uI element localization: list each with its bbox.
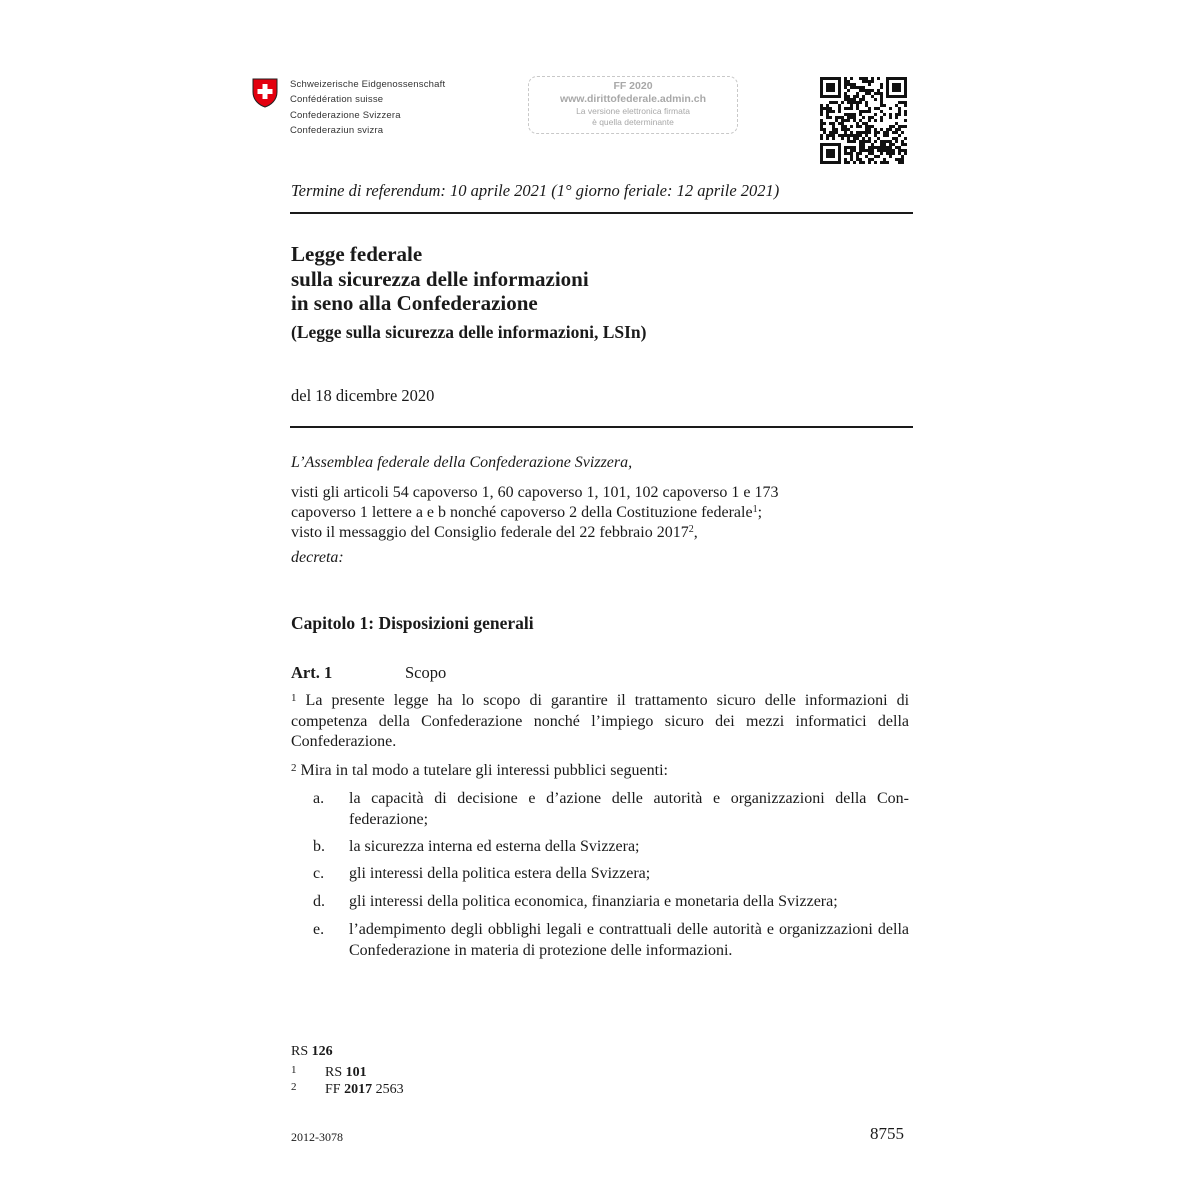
issuing-authority (290, 77, 445, 138)
article-number: Art. 1 (291, 663, 333, 682)
rs-reference (291, 1043, 333, 1060)
title-line-2: sulla sicurezza delle informazioni (291, 266, 589, 291)
publication-stamp (528, 76, 738, 134)
preamble-line-3-end: , (693, 524, 698, 541)
date-divider (290, 426, 913, 428)
chapter-heading: Capitolo 1: Disposizioni generali (291, 613, 534, 633)
document-date: del 18 dicembre 2020 (291, 386, 435, 405)
list-text: l’adempimento degli obblighi legali e contrattuali delle autorità e organizzazioni della Confederazione in materia di protezione delle informazioni. (349, 921, 909, 959)
preamble-line-3 (291, 523, 911, 543)
referendum-deadline: Termine di referendum: 10 aprile 2021 (1° giorno feriale: 12 aprile 2021) (291, 181, 780, 200)
paragraph-text: Mira in tal modo a tutelare gli interessi pubblici seguenti: (300, 762, 668, 779)
org-line-de: Schweizerische Eidgenossenschaft (290, 79, 446, 90)
footnote-prefix: FF (325, 1082, 341, 1097)
list-item (313, 892, 909, 913)
preamble-line-2 (291, 503, 911, 523)
footnote-bold: 101 (345, 1065, 367, 1080)
stamp-note-1: La versione elettronica firmata (576, 106, 690, 116)
org-line-it: Confederazione Svizzera (290, 109, 401, 121)
article-paragraph-1 (291, 691, 909, 753)
list-letter: e. (313, 921, 325, 938)
title-line-1: Legge federale (291, 242, 423, 266)
article-paragraph-2 (291, 761, 909, 782)
top-divider (290, 212, 913, 214)
stamp-note-2: è quella determinante (592, 117, 674, 127)
document-title (291, 242, 589, 316)
footnote-bold: 2017 (344, 1082, 373, 1097)
list-text: la sicurezza interna ed esterna della Svizzera; (349, 838, 640, 855)
preamble-assembly: L’Assemblea federale della Confederazione Svizzera, (291, 454, 633, 471)
paragraph-text: La presente legge ha lo scopo di garantire il trattamento sicuro delle informazioni di competenza della Confederazione nonché l’impiego sicuro dei mezzi informatici della Confederazione. (291, 692, 910, 750)
document-code: 2012-3078 (291, 1130, 343, 1144)
stamp-ff-ref: FF 2020 (613, 80, 653, 92)
list-item (313, 789, 909, 831)
list-letter: d. (313, 893, 325, 910)
list-text: la capacità di decisione e d’azione delle autorità e organizzazioni della Confederazione; (349, 790, 909, 828)
footnote-suffix: 2563 (375, 1082, 404, 1097)
list-item (313, 837, 909, 858)
article-heading: Scopo (405, 663, 447, 682)
title-line-3: in seno alla Confederazione (291, 291, 538, 315)
footnote-prefix: RS (325, 1065, 343, 1080)
footnote-number: 1 (291, 1064, 297, 1076)
footnote-ref-2[interactable]: 2 (688, 524, 694, 535)
list-item (313, 864, 909, 885)
paragraph-number: 2 (291, 762, 297, 774)
org-line-rm: Confederaziun svizra (290, 124, 384, 136)
preamble-line-3-text: visto il messaggio del Consiglio federale del 22 febbraio 2017 (291, 524, 689, 541)
preamble-line-1: visti gli articoli 54 capoverso 1, 60 capoverso 1, 101, 102 capoverso 1 e 173 (291, 484, 779, 501)
preamble-legal-basis (291, 483, 911, 543)
page-number: 8755 (870, 1124, 904, 1143)
rs-number: 126 (311, 1044, 333, 1059)
footnote-number: 2 (291, 1081, 297, 1093)
rs-prefix: RS (291, 1044, 309, 1059)
list-item (313, 920, 909, 962)
qr-code-icon (820, 77, 907, 164)
qr-code-modules (820, 77, 907, 164)
org-line-fr: Confédération suisse (290, 94, 384, 106)
footnote-2 (291, 1079, 404, 1098)
stamp-url: www.dirittofederale.admin.ch (559, 93, 707, 105)
paragraph-number: 1 (291, 692, 297, 704)
document-short-title: (Legge sulla sicurezza delle informazioni, LSIn) (291, 322, 647, 342)
preamble-decreta: decreta: (291, 549, 344, 566)
list-letter: b. (313, 838, 325, 855)
preamble-line-2-text: capoverso 1 lettere a e b nonché capoverso 2 della Costituzione federale (291, 504, 753, 521)
footnote-ref-1[interactable]: 1 (752, 504, 758, 515)
list-text: gli interessi della politica economica, finanziaria e monetaria della Svizzera; (349, 893, 838, 910)
swiss-coat-of-arms-logo (252, 78, 278, 108)
list-letter: a. (313, 790, 325, 807)
list-letter: c. (313, 865, 325, 882)
preamble-line-2-end: ; (757, 504, 763, 521)
list-text: gli interessi della politica estera della Svizzera; (349, 865, 651, 882)
